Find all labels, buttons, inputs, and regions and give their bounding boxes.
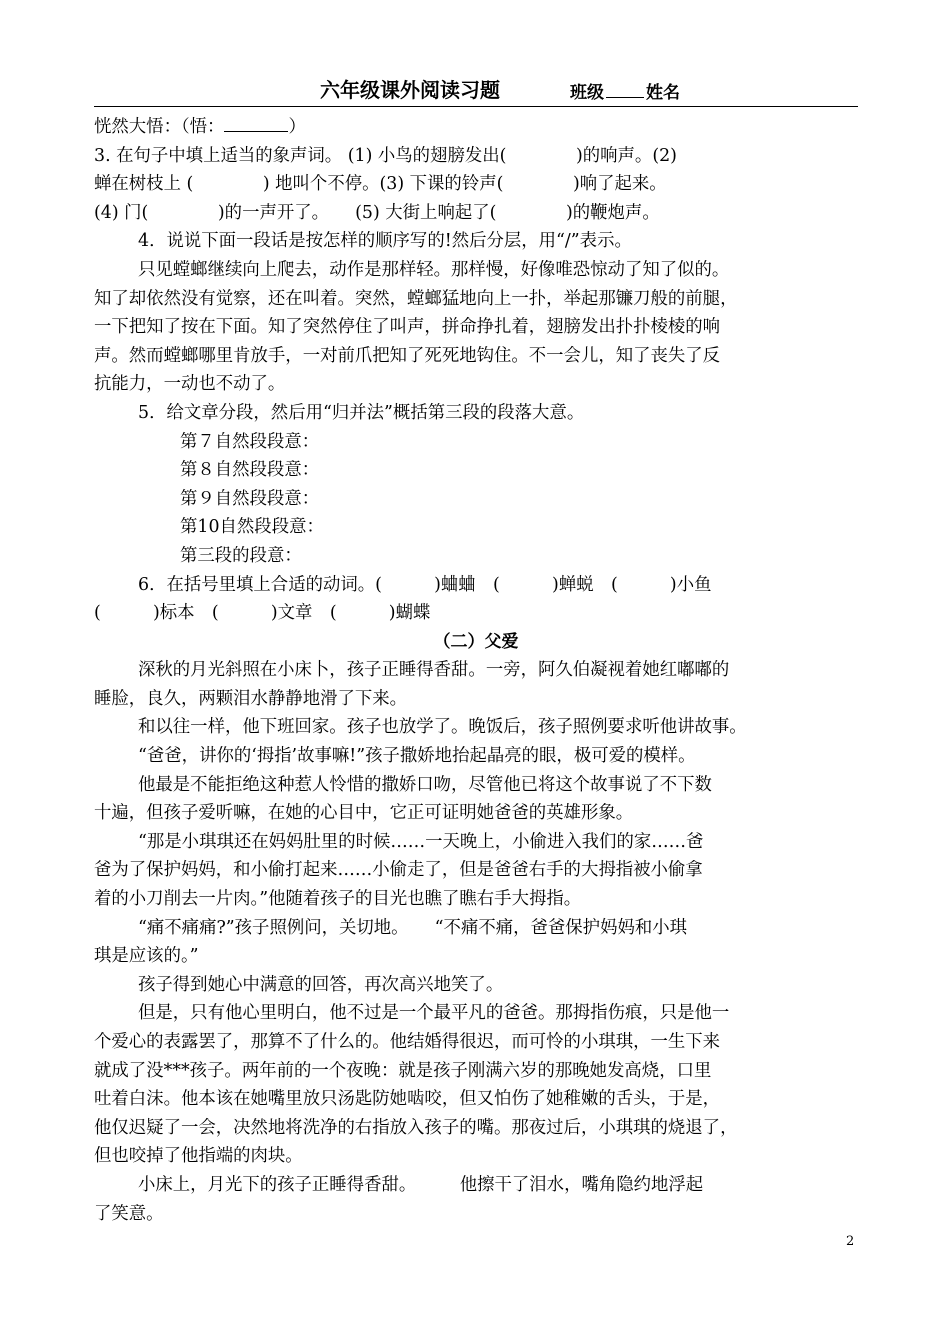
text-line <box>94 542 858 571</box>
text-line <box>94 456 858 485</box>
text-line <box>94 971 858 1000</box>
line-text: 和以往一样，他下班回家。孩子也放学了。晚饭后，孩子照例要求听他讲故事。 <box>138 717 747 738</box>
line-text: 他仅迟疑了一会，决然地将洗净的右指放入孩子的嘴。那夜过后，小琪琪的烧退了， <box>94 1117 738 1138</box>
text-line <box>94 828 858 857</box>
line-text: 5．给文章分段，然后用“归并法”概括第三段的段落大意。 <box>138 402 585 423</box>
page-number: 2 <box>846 1234 855 1249</box>
text-line <box>94 742 858 771</box>
closing-paren: ） <box>288 117 306 137</box>
class-name-fields <box>570 78 680 103</box>
text-line <box>94 1142 858 1171</box>
line-text: 知了却依然没有觉察，还在叫着。突然，螳螂猛地向上一扑，举起那镰刀般的前腿， <box>94 288 738 309</box>
line-text: 小床上，月光下的孩子正睡得香甜。 他擦干了泪水，嘴角隐约地浮起 <box>138 1174 704 1195</box>
line-text: 睡脸，良久，两颗泪水静静地滑了下来。 <box>94 688 408 709</box>
text-line <box>94 256 858 285</box>
text-line <box>94 999 858 1028</box>
line-text: 第７自然段段意： <box>180 431 320 452</box>
line-text: 琪是应该的。” <box>94 946 199 967</box>
text-line <box>94 1114 858 1143</box>
line-text: 第８自然段段意： <box>180 460 320 481</box>
text-line <box>94 713 858 742</box>
page-header <box>94 72 858 107</box>
line-text: 着的小刀削去一片肉。”他随着孩子的目光也瞧了瞧右手大拇指。 <box>94 889 582 910</box>
class-label: 班级 <box>570 83 604 103</box>
line-text: 了笑意。 <box>94 1203 164 1224</box>
text-line <box>94 199 858 228</box>
line-text: （二）父爱 <box>433 631 519 652</box>
text-line <box>94 342 858 371</box>
line-text: 3. 在句子中填上适当的象声词。 (1) 小鸟的翅膀发出( )的响声。(2) <box>94 145 677 166</box>
line-text: 他最是不能拒绝这种惹人怜惜的撒娇口吻，尽管他已将这个故事说了不下数 <box>138 774 712 795</box>
line-text: 蝉在树枝上 ( ) 地叫个不停。(3) 下课的铃声( )响了起来。 <box>94 174 667 195</box>
document-body <box>94 113 858 1228</box>
text-line <box>94 113 858 142</box>
line-text: 就成了没***孩子。两年前的一个夜晚：就是孩子刚满六岁的那晚她发高烧，口里 <box>94 1060 712 1081</box>
answer-blank <box>224 115 288 132</box>
text-line <box>94 656 858 685</box>
line-text: 深秋的月光斜照在小床卜，孩子正睡得香甜。一旁，阿久伯凝视着她红嘟嘟的 <box>138 660 730 681</box>
line-text: 抗能力，一动也不动了。 <box>94 374 286 395</box>
line-text: (4) 门( )的一声开了。 (5) 大街上响起了( )的鞭炮声。 <box>94 202 660 223</box>
line-text: 第三段的段意： <box>180 545 302 566</box>
text-line <box>94 799 858 828</box>
line-text: 但也咬掉了他指端的肉块。 <box>94 1146 303 1167</box>
line-text: “那是小琪琪还在妈妈肚里的时候……一天晚上，小偷进入我们的家……爸 <box>138 831 704 852</box>
text-line <box>94 1028 858 1057</box>
text-line <box>94 856 858 885</box>
text-line <box>94 771 858 800</box>
text-line <box>94 170 858 199</box>
text-line <box>94 599 858 628</box>
text-line <box>94 285 858 314</box>
line-text: 第10自然段段意： <box>180 517 324 538</box>
line-text: 只见螳螂继续向上爬去，动作是那样轻。那样慢，好像唯恐惊动了知了似的。 <box>138 259 730 280</box>
text-line <box>94 399 858 428</box>
line-text: 声。然而螳螂哪里肯放手，一对前爪把知了死死地钩住。不一会儿，知了丧失了反 <box>94 345 721 366</box>
line-text: 但是，只有他心里明白，他不过是一个最平凡的爸爸。那拇指伤痕，只是他一 <box>138 1003 730 1024</box>
text-line <box>94 142 858 171</box>
text-line <box>94 885 858 914</box>
text-line <box>94 1085 858 1114</box>
text-line <box>94 1171 858 1200</box>
line-text: 爸为了保护妈妈，和小偷打起来……小偷走了，但是爸爸右手的大拇指被小偷拿 <box>94 860 703 881</box>
line-text: 恍然大悟：（悟： <box>94 117 225 137</box>
class-blank <box>606 83 644 98</box>
line-text: ( )标本 ( )文章 ( )蝴蝶 <box>94 603 431 624</box>
line-text: 4．说说下面一段话是按怎样的顺序写的!然后分层，用“/”表示。 <box>138 231 632 252</box>
text-line <box>94 571 858 600</box>
text-line <box>94 428 858 457</box>
text-line <box>94 485 858 514</box>
text-line <box>94 942 858 971</box>
name-label: 姓名 <box>646 83 680 103</box>
text-line <box>94 1200 858 1229</box>
text-line <box>94 685 858 714</box>
text-line <box>94 313 858 342</box>
text-line <box>94 914 858 943</box>
document-page <box>94 72 858 1228</box>
line-text: 十遍，但孩子爱听嘛，在她的心目中，它正可证明她爸爸的英雄形象。 <box>94 803 634 824</box>
line-text: 第９自然段段意： <box>180 488 320 509</box>
line-text: “爸爸，讲你的‘拇指’故事嘛!”孩子撒娇地抬起晶亮的眼，极可爱的模样。 <box>138 746 696 767</box>
text-line <box>94 1057 858 1086</box>
line-text: 6．在括号里填上合适的动词。( )蛐蛐 ( )蝉蜕 ( )小鱼 <box>138 574 712 595</box>
text-line <box>94 227 858 256</box>
line-text: 孩子得到她心中满意的回答，再次高兴地笑了。 <box>138 974 504 995</box>
worksheet-title: 六年级课外阅读习题 <box>320 78 500 102</box>
line-text: 个爱心的表露罢了，那算不了什么的。他结婚得很迟，而可怜的小琪琪，一生下来 <box>94 1032 721 1052</box>
text-line <box>94 628 858 657</box>
text-line <box>94 370 858 399</box>
line-text: 一下把知了按在下面。知了突然停住了叫声，拼命挣扎着，翅膀发出扑扑棱棱的响 <box>94 317 721 338</box>
line-text: “痛不痛痛?”孩子照例问，关切地。 “不痛不痛，爸爸保护妈妈和小琪 <box>138 917 688 938</box>
text-line <box>94 513 858 542</box>
line-text: 吐着白沫。他本该在她嘴里放只汤匙防她啮咬，但又怕伤了她稚嫩的舌头，于是， <box>94 1089 721 1110</box>
